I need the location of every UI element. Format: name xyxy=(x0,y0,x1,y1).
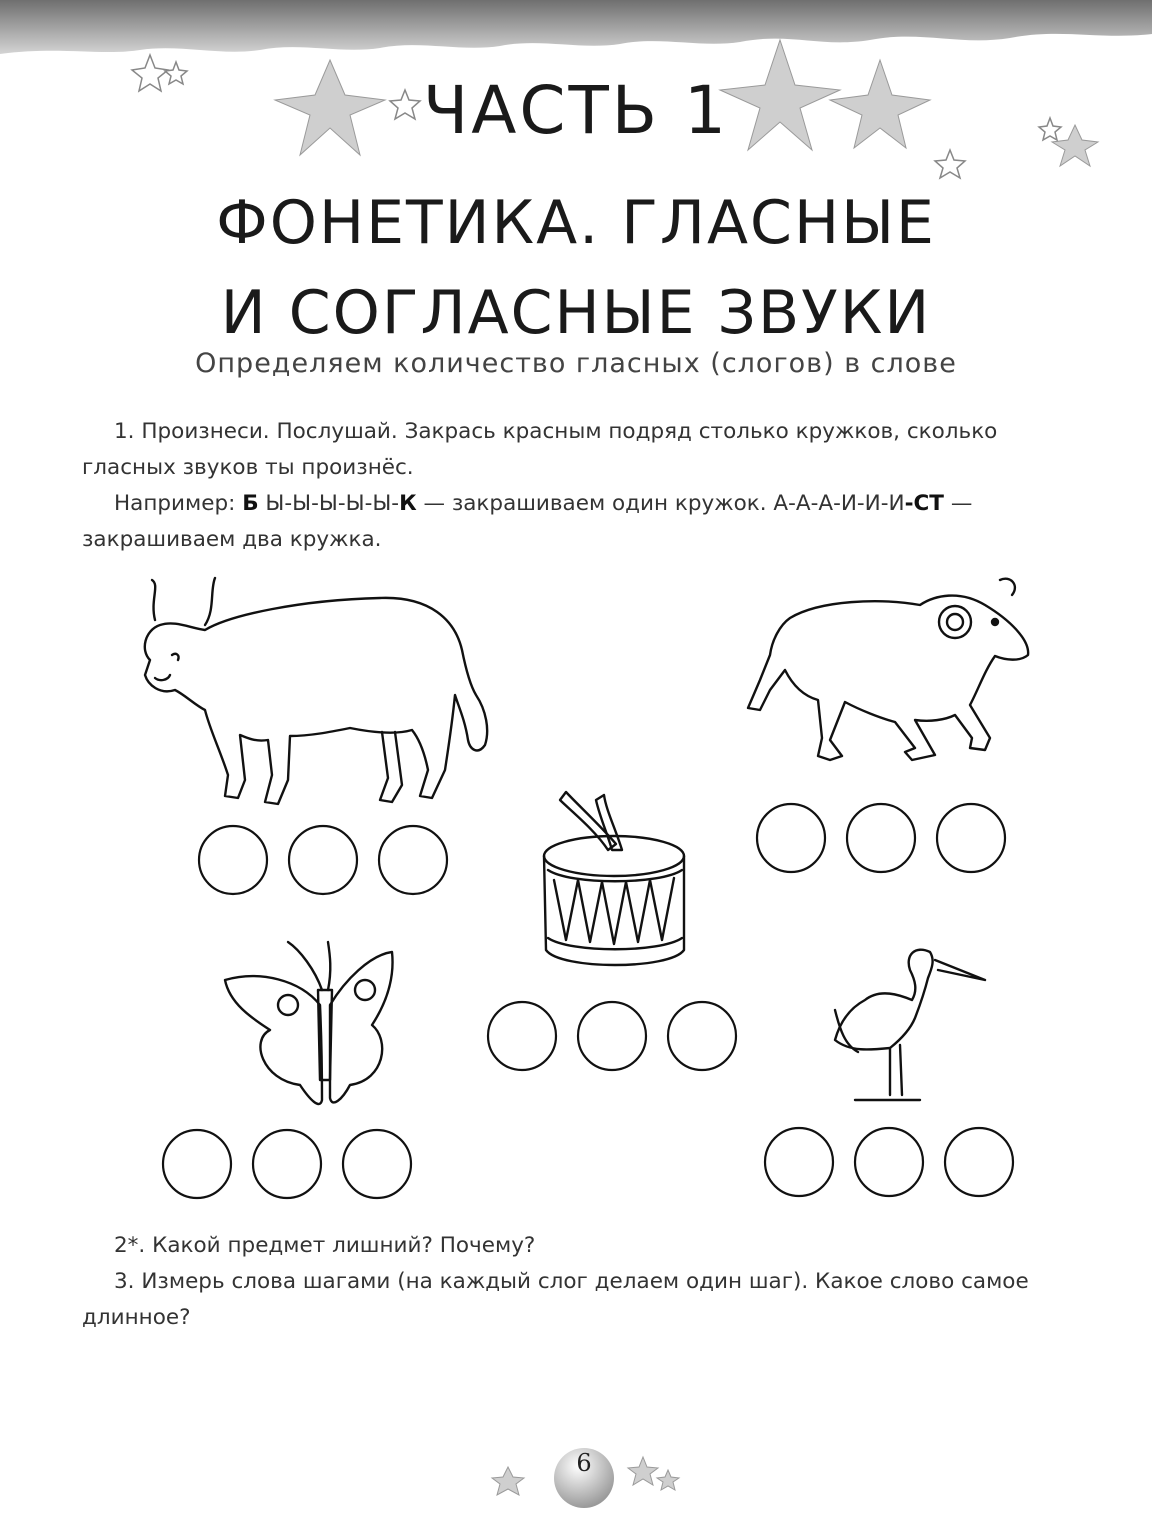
answer-circle[interactable] xyxy=(757,804,825,872)
part-title: ЧАСТЬ 1 xyxy=(422,72,730,149)
pictures-area xyxy=(0,560,1152,1220)
task-2 xyxy=(82,1228,1072,1336)
star-icon xyxy=(492,1467,524,1495)
answer-circle[interactable] xyxy=(163,1130,231,1198)
answer-circle[interactable] xyxy=(199,826,267,894)
answer-circle[interactable] xyxy=(847,804,915,872)
drum-illustration xyxy=(544,792,684,965)
star-icon xyxy=(935,150,965,178)
task-3-text: 3. Измерь слова шагами (на каждый слог делаем один шаг). Какое слово самое длинное? xyxy=(82,1269,1029,1330)
answer-circle[interactable] xyxy=(668,1002,736,1070)
answer-circle[interactable] xyxy=(289,826,357,894)
star-icon xyxy=(657,1470,679,1490)
answer-circle[interactable] xyxy=(379,826,447,894)
task-1-text: 1. Произнеси. Послушай. Закрась красным подряд столько кружков, сколько гласных звуков ты произнёс. xyxy=(82,419,998,480)
answer-circles xyxy=(163,804,1013,1198)
answer-circle[interactable] xyxy=(253,1130,321,1198)
answer-circle[interactable] xyxy=(343,1130,411,1198)
answer-circle[interactable] xyxy=(937,804,1005,872)
butterfly-illustration xyxy=(225,942,393,1104)
page-title xyxy=(0,178,1152,358)
title-line-2: И СОГЛАСНЫЕ ЗВУКИ xyxy=(220,278,932,348)
task-1-example: Например: Б Ы-Ы-Ы-Ы-Ы-К — закрашиваем один кружок. А-А-А-И-И-И-СТ — закрашиваем два кружка. xyxy=(82,491,973,552)
task-2-text: 2*. Какой предмет лишний? Почему? xyxy=(114,1233,536,1258)
answer-circle[interactable] xyxy=(945,1128,1013,1196)
page-number: 6 xyxy=(576,1449,592,1477)
bull-illustration xyxy=(145,578,487,804)
ram-illustration xyxy=(748,579,1028,760)
answer-circle[interactable] xyxy=(488,1002,556,1070)
title-line-1: ФОНЕТИКА. ГЛАСНЫЕ xyxy=(216,188,936,258)
answer-circle[interactable] xyxy=(855,1128,923,1196)
task-1 xyxy=(82,414,1072,558)
answer-circle[interactable] xyxy=(765,1128,833,1196)
answer-circle[interactable] xyxy=(578,1002,646,1070)
page-subtitle: Определяем количество гласных (слогов) в слове xyxy=(195,348,957,379)
star-icon xyxy=(628,1457,658,1485)
stork-illustration xyxy=(835,950,985,1100)
